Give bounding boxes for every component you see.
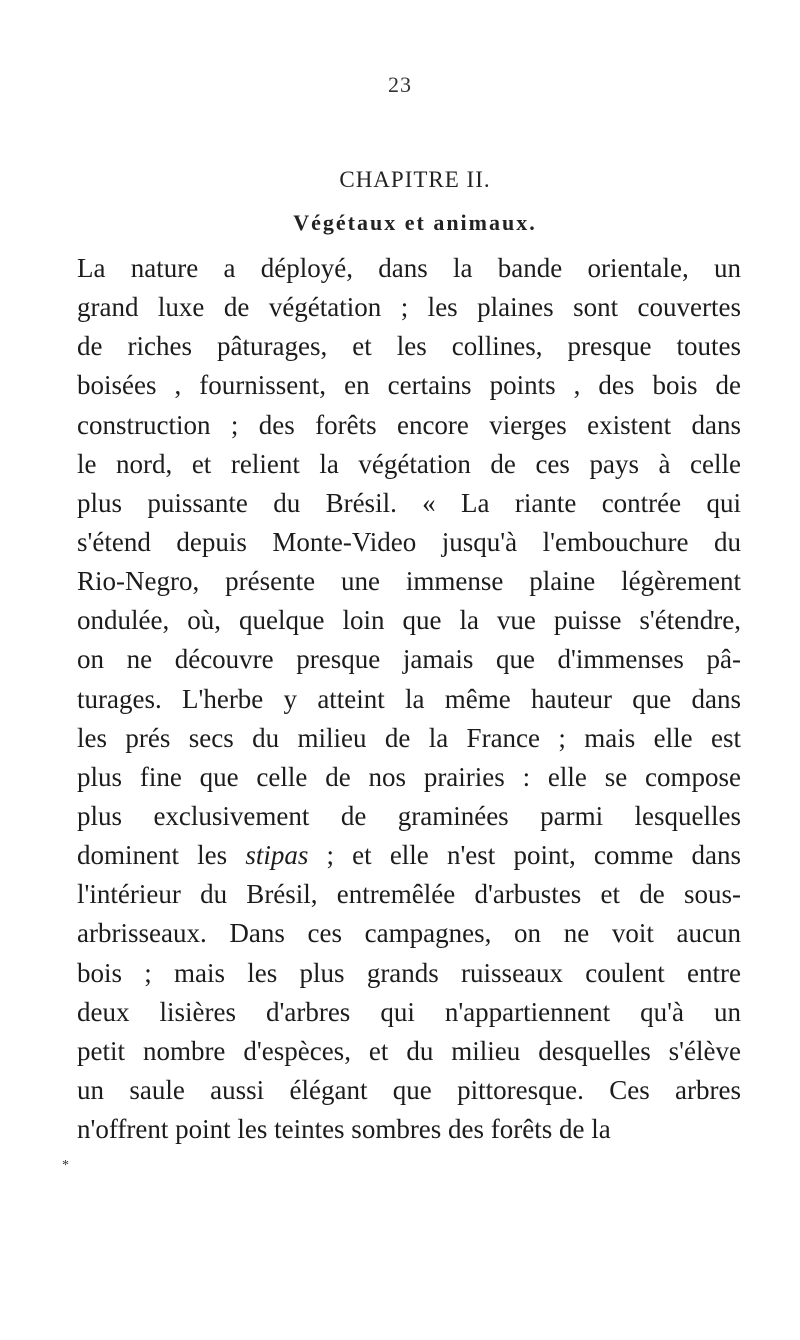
text-segment: dominent les	[77, 840, 246, 871]
text-line: un saule aussi élégant que pittoresque. Ces arbres	[77, 1074, 741, 1105]
text-line: La nature a déployé, dans la bande orientale, un	[77, 253, 741, 283]
italic-term: stipas	[245, 840, 309, 871]
body-text	[77, 249, 741, 1149]
text-line: bois ; mais les plus grands ruisseaux coulent entre	[77, 957, 741, 988]
text-line: plus exclusivement de graminées parmi lesquelles	[77, 800, 741, 831]
text-line: turages. L'herbe y atteint la même hauteur que dans	[77, 683, 741, 714]
text-line: arbrisseaux. Dans ces campagnes, on ne voit aucun	[77, 918, 741, 949]
margin-mark: *	[62, 1158, 69, 1173]
text-line: grand luxe de végétation ; les plaines sont couvertes	[77, 292, 741, 323]
page-number: 23	[388, 72, 412, 97]
text-line: les prés secs du milieu de la France ; mais elle est	[77, 722, 741, 753]
text-line: on ne découvre presque jamais que d'immenses pâ-	[77, 644, 741, 675]
text-line: plus fine que celle de nos prairies : elle se compose	[77, 761, 741, 792]
text-line-with-italic	[77, 836, 741, 875]
text-segment: ; et elle n'est point, comme dans	[308, 840, 742, 871]
text-line: petit nombre d'espèces, et du milieu desquelles s'élève	[77, 1035, 741, 1066]
text-line: deux lisières d'arbres qui n'appartiennent qu'à un	[77, 996, 741, 1027]
text-line: ondulée, où, quelque loin que la vue puisse s'étendre,	[77, 605, 741, 636]
text-line: plus puissante du Brésil. « La riante contrée qui	[77, 487, 741, 518]
text-line: Rio-Negro, présente une immense plaine légèrement	[77, 566, 741, 597]
text-line: s'étend depuis Monte-Video jusqu'à l'embouchure du	[77, 526, 741, 557]
text-line: l'intérieur du Brésil, entremêlée d'arbustes et de sous-	[77, 879, 741, 910]
chapter-title: CHAPITRE II.	[339, 167, 491, 192]
chapter-subtitle: Végétaux et animaux.	[293, 210, 537, 235]
text-line: de riches pâturages, et les collines, presque toutes	[77, 331, 741, 362]
text-line: le nord, et relient la végétation de ces pays à celle	[77, 448, 741, 479]
text-line: n'offrent point les teintes sombres des forêts de la	[77, 1114, 611, 1145]
text-line: boisées , fournissent, en certains points , des bois de	[77, 370, 741, 401]
text-line: construction ; des forêts encore vierges existent dans	[77, 409, 741, 440]
